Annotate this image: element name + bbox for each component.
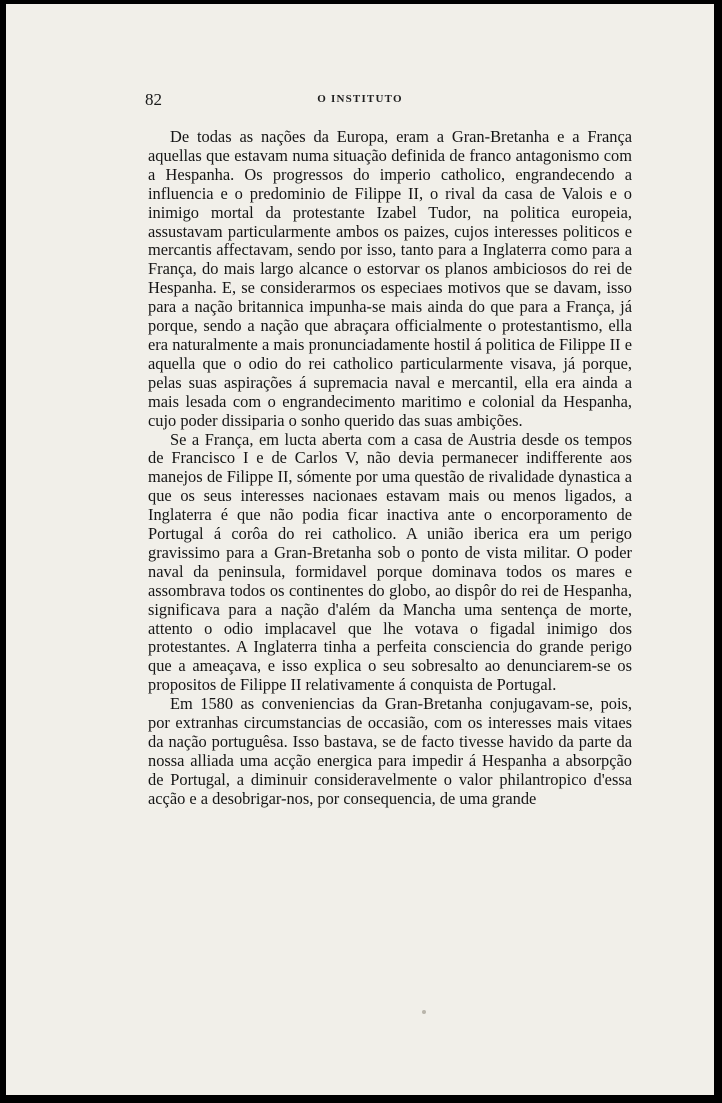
page-header: [6, 90, 714, 114]
running-title: O INSTITUTO: [317, 93, 403, 105]
body-text: [148, 128, 632, 809]
document-page: [6, 4, 714, 1095]
paragraph-1: De todas as nações da Europa, eram a Gran-Bretanha e a França aquellas que estavam numa situação definida de franco antagonismo com a Hespanha. Os progressos do imperio catholico, engrandecendo a influencia e o predominio de Filippe II, o rival da casa de Valois e o inimigo mortal da protestante Izabel Tudor, na politica europeia, assustavam particularmente ambos os paizes, cujos interesses politicos e mercantis affectavam, sendo por isso, tanto para a Inglaterra como para a França, do mais largo alcance o estorvar os planos ambiciosos do rei de Hespanha. E, se considerarmos os especiaes motivos que se davam, isso para a nação britannica impunha-se mais ainda do que para a França, já porque, sendo a nação que abraçara officialmente o protestantismo, ella era naturalmente a mais pronunciadamente hostil á politica de Filippe II e aquella que o odio do rei catholico particularmente visava, já porque, pelas suas aspirações á supremacia naval e mercantil, ella era ainda a mais lesada com o engrandecimento maritimo e colonial da Hespanha, cujo poder dissiparia o sonho querido das suas ambições.: [148, 127, 632, 430]
page-number: 82: [145, 90, 162, 109]
paragraph-2: Se a França, em lucta aberta com a casa de Austria desde os tempos de Francisco I e de Carlos V, não devia permanecer indifferente aos manejos de Filippe II, sómente por uma questão de rivalidade dynastica a que os seus interesses nacionaes estavam mais ou menos ligados, a Inglaterra é que não podia ficar inactiva ante o encorporamento de Portugal á corôa do rei catholico. A união iberica era um perigo gravissimo para a Gran-Bretanha sob o ponto de vista militar. O poder naval da peninsula, formidavel porque dominava todos os mares e assombrava todos os continentes do globo, ao dispôr do rei de Hespanha, significava para a nação d'além da Mancha uma sentença de morte, attento o odio implacavel que lhe votava o figadal inimigo dos protestantes. A Inglaterra tinha a perfeita consciencia do grande perigo que a ameaçava, e isso explica o seu sobresalto ao denunciarem-se os propositos de Filippe II relativamente á conquista de Portugal.: [148, 429, 632, 695]
paragraph-3: Em 1580 as conveniencias da Gran-Bretanha conjugavam-se, pois, por extranhas circumstancias de occasião, com os interesses mais vitaes da nação portuguêsa. Isso bastava, se de facto tivesse havido da parte da nossa alliada uma acção energica para impedir á Hespanha a absorpção de Portugal, a diminuir consideravelmente o valor philantropico d'essa acção e a desobrigar-nos, por consequencia, de uma grande: [148, 694, 632, 808]
paper-speck: [422, 1010, 426, 1014]
